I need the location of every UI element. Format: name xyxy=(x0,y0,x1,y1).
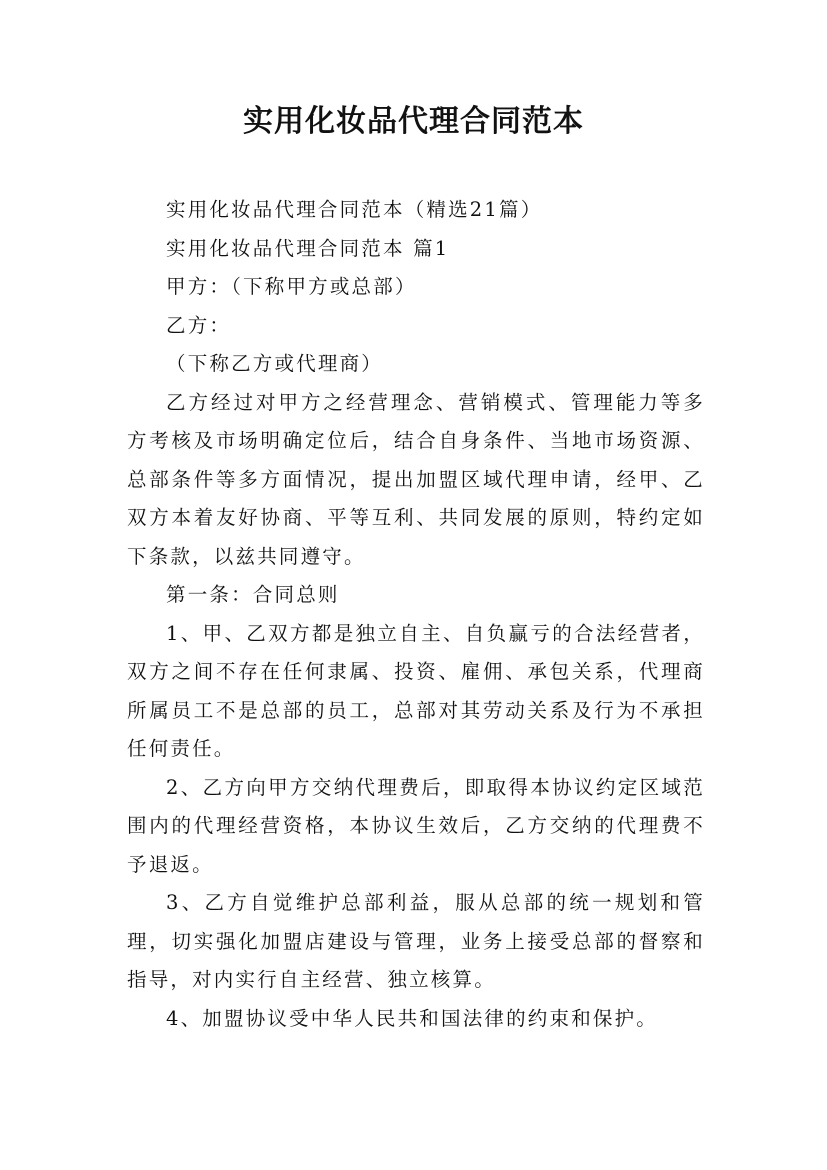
paragraph-subtitle: 实用化妆品代理合同范本（精选21篇） xyxy=(166,198,543,221)
document-body xyxy=(127,191,705,1038)
paragraph-section-heading: 实用化妆品代理合同范本 篇1 xyxy=(166,236,450,260)
paragraph-party-a: 甲方：（下称甲方或总部） xyxy=(166,275,417,298)
paragraph-article-one-heading: 第一条：合同总则 xyxy=(166,583,340,606)
document-title: 实用化妆品代理合同范本 xyxy=(243,104,584,139)
paragraph-clause-4: 4、加盟协议受中华人民共和国法律的约束和保护。 xyxy=(166,1006,659,1030)
paragraph-party-b: 乙方： xyxy=(166,313,232,337)
paragraph-clause-3: 3、乙方自觉维护总部利益，服从总部的统一规划和管理，切实强化加盟店建设与管理，业务上接受总部的督察和指导，对内实行自主经营、独立核算。 xyxy=(127,891,705,991)
paragraph-preamble: 乙方经过对甲方之经营理念、营销模式、管理能力等多方考核及市场明确定位后，结合自身条件、当地市场资源、总部条件等多方面情况，提出加盟区域代理申请，经甲、乙双方本着友好协商、平等互利、共同发展的原则，特约定如下条款，以兹共同遵守。 xyxy=(127,390,705,568)
paragraph-party-b-note: （下称乙方或代理商） xyxy=(166,352,384,375)
paragraph-clause-1: 1、甲、乙双方都是独立自主、自负赢亏的合法经营者，双方之间不存在任何隶属、投资、雇佣、承包关系，代理商所属员工不是总部的员工，总部对其劳动关系及行为不承担任何责任。 xyxy=(127,621,705,760)
paragraph-clause-2: 2、乙方向甲方交纳代理费后，即取得本协议约定区域范围内的代理经营资格，本协议生效后，乙方交纳的代理费不予退返。 xyxy=(127,775,705,876)
